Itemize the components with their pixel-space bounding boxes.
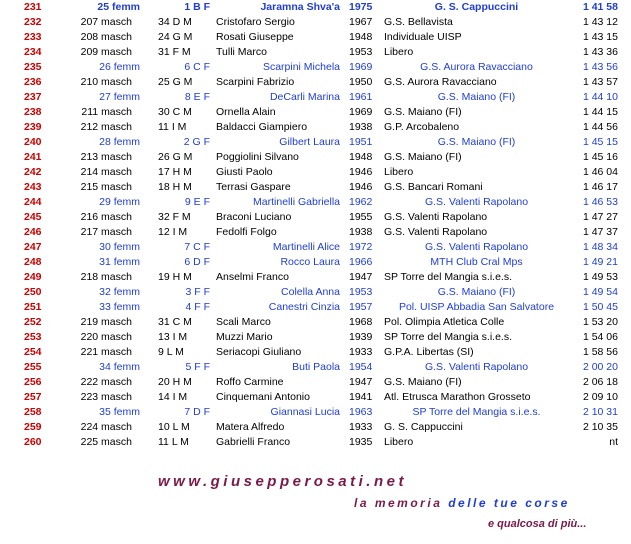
result-num: 32 femm [99,286,140,298]
result-year: 1933 [349,346,373,358]
result-year: 1972 [349,241,373,253]
result-year: 1954 [349,361,373,373]
result-name: Colella Anna [281,286,340,298]
result-name: Giannasi Lucia [270,406,340,418]
result-year: 1968 [349,316,373,328]
result-cat: 24 G M [158,31,193,43]
result-name: Baldacci Giampiero [216,121,308,133]
result-row [0,15,631,30]
result-club: G.S. Maiano (FI) [384,106,462,118]
result-pos: 231 [24,1,42,13]
result-num: 218 masch [80,271,132,283]
result-cat: 7 C F [184,241,210,253]
result-time: 1 43 56 [582,61,618,73]
result-name: Jaramna Shva'a [260,1,340,13]
result-club: G.S. Maiano (FI) [437,286,516,298]
result-name: Rosati Giuseppe [216,31,294,43]
result-year: 1939 [349,331,373,343]
result-time: 2 10 35 [582,421,618,433]
result-cat: 7 D F [184,406,210,418]
result-name: Tulli Marco [216,46,267,58]
result-num: 210 masch [80,76,132,88]
result-cat: 9 E F [184,196,210,208]
result-time: 1 43 36 [582,46,618,58]
result-cat: 26 G M [158,151,193,163]
result-year: 1935 [349,436,373,448]
result-time: 1 46 17 [582,181,618,193]
result-year: 1946 [349,166,373,178]
result-num: 221 masch [80,346,132,358]
result-pos: 244 [24,196,42,208]
result-name: Roffo Carmine [216,376,284,388]
result-row [0,315,631,330]
result-year: 1938 [349,121,373,133]
result-pos: 247 [24,241,42,253]
result-time: 1 49 21 [582,256,618,268]
result-row [0,150,631,165]
result-pos: 239 [24,121,42,133]
result-time: 1 46 53 [582,196,618,208]
result-row [0,360,631,375]
result-cat: 34 D M [158,16,192,28]
result-club: Libero [384,46,414,58]
result-time: 1 54 06 [582,331,618,343]
result-time: 1 49 53 [582,271,618,283]
result-time: 1 46 04 [582,166,618,178]
result-name: Fedolfi Folgo [216,226,277,238]
result-row [0,90,631,105]
result-year: 1969 [349,106,373,118]
result-name: Martinelli Alice [272,241,340,253]
result-name: Scarpini Michela [262,61,340,73]
result-pos: 258 [24,406,42,418]
result-pos: 238 [24,106,42,118]
result-pos: 254 [24,346,42,358]
result-num: 30 femm [99,241,140,253]
result-cat: 9 L M [158,346,184,358]
result-name: Martinelli Gabriella [253,196,340,208]
result-num: 220 masch [80,331,132,343]
result-pos: 243 [24,181,42,193]
result-year: 1950 [349,76,373,88]
tagline [354,496,570,510]
result-cat: 11 L M [158,436,189,448]
result-club: Individuale UISP [384,31,462,43]
result-num: 207 masch [80,16,132,28]
result-pos: 232 [24,16,42,28]
result-num: 35 femm [99,406,140,418]
result-cat: 19 H M [158,271,192,283]
result-num: 223 masch [80,391,132,403]
result-pos: 233 [24,31,42,43]
result-time: 1 47 27 [582,211,618,223]
result-row [0,45,631,60]
result-cat: 30 C M [158,106,192,118]
result-year: 1941 [349,391,373,403]
result-row [0,180,631,195]
result-time: 1 45 16 [582,151,618,163]
result-club: MTH Club Cral Mps [430,256,523,268]
result-row [0,375,631,390]
result-pos: 259 [24,421,42,433]
result-club: G. S. Cappuccini [434,1,519,13]
result-club: Pol. UISP Abbadia San Salvatore [398,301,555,313]
result-time: 1 48 34 [582,241,618,253]
result-cat: 13 I M [158,331,188,343]
result-row [0,165,631,180]
result-name: Muzzi Mario [216,331,273,343]
result-club: G.S. Aurora Ravacciano [420,61,533,73]
result-club: Libero [384,166,414,178]
result-name: Cinquemani Antonio [216,391,310,403]
result-time: 1 43 15 [582,31,618,43]
result-pos: 246 [24,226,42,238]
result-year: 1951 [349,136,373,148]
result-year: 1967 [349,16,373,28]
result-cat: 2 G F [183,136,210,148]
result-club: G.S. Valenti Rapolano [384,211,488,223]
result-time: 2 09 10 [582,391,618,403]
result-row [0,270,631,285]
result-name: Terrasi Gaspare [216,181,291,193]
result-row [0,420,631,435]
result-pos: 241 [24,151,42,163]
result-club: G.S. Bancari Romani [384,181,483,193]
result-year: 1946 [349,181,373,193]
result-year: 1938 [349,226,373,238]
result-num: 212 masch [80,121,132,133]
result-num: 225 masch [80,436,132,448]
result-cat: 11 I M [158,121,187,133]
result-name: DeCarli Marina [269,91,340,103]
result-year: 1962 [349,196,373,208]
result-name: Gilbert Laura [279,136,340,148]
result-club: G.P. Arcobaleno [384,121,460,133]
result-row [0,120,631,135]
result-name: Cristofaro Sergio [216,16,295,28]
result-num: 34 femm [99,361,140,373]
result-year: 1933 [349,421,373,433]
result-name: Seriacopi Giuliano [216,346,302,358]
result-num: 209 masch [80,46,132,58]
result-name: Matera Alfredo [216,421,285,433]
result-name: Giusti Paolo [216,166,273,178]
result-row [0,345,631,360]
result-time: 2 00 20 [582,361,618,373]
result-time: 1 44 56 [582,121,618,133]
result-name: Scarpini Fabrizio [216,76,295,88]
result-cat: 12 I M [158,226,188,238]
result-year: 1961 [349,91,373,103]
result-pos: 256 [24,376,42,388]
result-club: G.P.A. Libertas (SI) [384,346,474,358]
result-year: 1947 [349,271,373,283]
result-cat: 31 F M [158,46,191,58]
result-time: 1 43 57 [582,76,618,88]
result-num: 224 masch [80,421,132,433]
result-row [0,210,631,225]
result-name: Poggiolini Silvano [216,151,299,163]
result-time: 1 49 54 [582,286,618,298]
result-cat: 8 E F [184,91,210,103]
result-cat: 6 D F [184,256,210,268]
result-time: nt [609,436,618,448]
result-cat: 32 F M [158,211,191,223]
result-cat: 25 G M [158,76,193,88]
result-name: Ornella Alain [216,106,276,118]
result-club: G.S. Maiano (FI) [384,376,462,388]
result-pos: 248 [24,256,42,268]
result-year: 1948 [349,31,373,43]
result-year: 1966 [349,256,373,268]
result-cat: 20 H M [158,376,192,388]
result-year: 1969 [349,61,373,73]
result-year: 1963 [349,406,373,418]
result-row [0,255,631,270]
result-row [0,30,631,45]
result-cat: 5 F F [185,361,210,373]
result-club: G.S. Valenti Rapolano [384,226,488,238]
result-num: 26 femm [99,61,140,73]
tagline-part2: delle tue corse [448,496,570,510]
result-club: G.S. Valenti Rapolano [424,241,529,253]
result-name: Buti Paola [292,361,340,373]
result-pos: 257 [24,391,42,403]
result-cat: 18 H M [158,181,192,193]
result-name: Gabrielli Franco [216,436,291,448]
result-row [0,330,631,345]
result-num: 214 masch [80,166,132,178]
result-club: G. S. Cappuccini [384,421,463,433]
result-year: 1955 [349,211,373,223]
result-club: G.S. Bellavista [384,16,453,28]
result-row [0,240,631,255]
result-club: SP Torre del Mangia s.i.e.s. [384,331,513,343]
result-pos: 253 [24,331,42,343]
result-club: Atl. Etrusca Marathon Grosseto [384,391,531,403]
result-row [0,60,631,75]
result-num: 222 masch [80,376,132,388]
result-num: 27 femm [99,91,140,103]
tagline-secondary: e qualcosa di più... [488,518,587,530]
result-pos: 237 [24,91,42,103]
result-pos: 236 [24,76,42,88]
result-num: 216 masch [80,211,132,223]
result-year: 1948 [349,151,373,163]
result-row [0,300,631,315]
result-cat: 3 F F [185,286,210,298]
result-time: 1 43 12 [582,16,618,28]
result-year: 1957 [349,301,373,313]
result-pos: 249 [24,271,42,283]
result-num: 28 femm [99,136,140,148]
result-club: G.S. Maiano (FI) [437,136,516,148]
result-club: G.S. Maiano (FI) [384,151,462,163]
result-club: G.S. Aurora Ravacciano [384,76,497,88]
result-cat: 17 H M [158,166,192,178]
result-club: Pol. Olimpia Atletica Colle [384,316,505,328]
result-time: 1 41 58 [582,1,618,13]
result-club: Libero [384,436,414,448]
result-year: 1975 [349,1,373,13]
result-pos: 234 [24,46,42,58]
result-num: 31 femm [99,256,140,268]
result-row [0,225,631,240]
result-row [0,405,631,420]
result-club: G.S. Valenti Rapolano [424,196,529,208]
result-pos: 242 [24,166,42,178]
result-cat: 1 B F [184,1,210,13]
result-row [0,285,631,300]
result-pos: 252 [24,316,42,328]
result-cat: 14 I M [158,391,188,403]
result-pos: 245 [24,211,42,223]
result-club: G.S. Valenti Rapolano [424,361,529,373]
result-time: 1 58 56 [582,346,618,358]
result-num: 213 masch [80,151,132,163]
result-name: Anselmi Franco [216,271,289,283]
result-cat: 31 C M [158,316,192,328]
result-club: SP Torre del Mangia s.i.e.s. [412,406,541,418]
result-club: G.S. Maiano (FI) [437,91,516,103]
result-pos: 240 [24,136,42,148]
result-name: Rocco Laura [280,256,340,268]
result-time: 1 44 10 [582,91,618,103]
result-time: 1 50 45 [582,301,618,313]
result-club: SP Torre del Mangia s.i.e.s. [384,271,513,283]
result-num: 25 femm [97,1,140,13]
result-num: 208 masch [80,31,132,43]
result-pos: 251 [24,301,42,313]
result-num: 215 masch [80,181,132,193]
result-row [0,435,631,450]
result-cat: 10 L M [158,421,190,433]
result-pos: 235 [24,61,42,73]
result-time: 2 06 18 [582,376,618,388]
result-row [0,75,631,90]
result-num: 219 masch [80,316,132,328]
result-pos: 250 [24,286,42,298]
result-num: 217 masch [80,226,132,238]
result-name: Canestri Cinzia [268,301,340,313]
result-row [0,105,631,120]
result-row [0,195,631,210]
result-pos: 260 [24,436,42,448]
result-cat: 6 C F [184,61,210,73]
result-time: 1 53 20 [582,316,618,328]
result-year: 1953 [349,286,373,298]
result-name: Braconi Luciano [216,211,292,223]
result-time: 1 45 15 [582,136,618,148]
result-row [0,135,631,150]
result-cat: 4 F F [185,301,210,313]
result-num: 211 masch [81,106,132,118]
result-row [0,0,631,15]
tagline-part1: la memoria [354,496,449,510]
result-time: 1 47 37 [582,226,618,238]
result-row [0,390,631,405]
result-num: 33 femm [99,301,140,313]
result-pos: 255 [24,361,42,373]
result-year: 1953 [349,46,373,58]
result-name: Scali Marco [216,316,271,328]
result-year: 1947 [349,376,373,388]
site-url-link[interactable]: www.giusepperosati.net [158,473,407,490]
result-num: 29 femm [99,196,140,208]
result-time: 1 44 15 [582,106,618,118]
result-time: 2 10 31 [582,406,618,418]
